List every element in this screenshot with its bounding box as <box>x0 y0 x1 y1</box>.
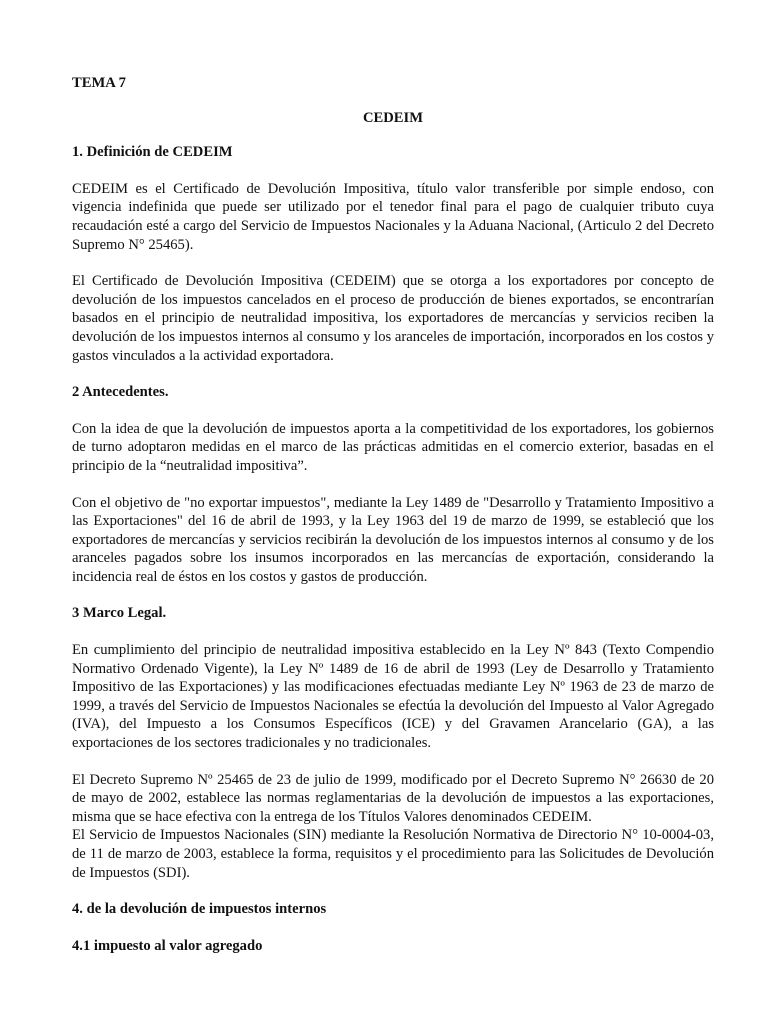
paragraph-marco-legal-3: El Servicio de Impuestos Nacionales (SIN) mediante la Resolución Normativa de Directorio N° 10-0004-03, de 11 de marzo de 2003, establece la forma, requisitos y el procedimiento para las Solicitudes de Devolución de Impuestos (SDI). <box>72 827 714 881</box>
paragraph-marco-legal-1: En cumplimiento del principio de neutralidad impositiva establecido en la Ley Nº 843 (Texto Compendio Normativo Ordenado Vigente), la Ley Nº 1489 de 16 de abril de 1993 (Ley de Desarrollo y Tratamiento Impositivo de las Exportaciones) y las modificaciones efectuadas mediante Ley Nº 1963 de 23 de marzo de 1999, a través del Servicio de Impuestos Nacionales se efectúa la devolución del Impuesto al Valor Agregado (IVA), del Impuesto a los Consumos Específicos (ICE) y del Gravamen Arancelario (GA), a las exportaciones de los sectores tradicionales y no tradicionales. <box>72 642 714 752</box>
paragraph-definicion-2: El Certificado de Devolución Impositiva (CEDEIM) que se otorga a los exportadores por concepto de devolución de los impuestos cancelados en el proceso de producción de bienes exportados, se encontrarían basados en el principio de neutralidad impositiva, los exportadores de mercancías y servicios reciben la devolución de los impuestos internos al consumo y los aranceles de importación, incorporados en los costos y gastos vinculados a la actividad exportadora. <box>72 273 714 364</box>
section-heading-iva: 4.1 impuesto al valor agregado <box>72 937 263 954</box>
section-heading-definicion: 1. Definición de CEDEIM <box>72 144 233 161</box>
paragraph-marco-legal-2: El Decreto Supremo Nº 25465 de 23 de julio de 1999, modificado por el Decreto Supremo N° 26630 de 20 de mayo de 2002, establece las normas reglamentarias de la devolución de impuestos a las exportaciones, misma que se hace efectiva con la entrega de los Títulos Valores denominados CEDEIM. <box>72 771 714 825</box>
document-title: CEDEIM <box>363 109 423 126</box>
section-heading-antecedentes: 2 Antecedentes. <box>72 384 169 401</box>
section-heading-devolucion: 4. de la devolución de impuestos internos <box>72 901 327 918</box>
tema-label: TEMA 7 <box>72 75 126 91</box>
paragraph-antecedentes-1: Con la idea de que la devolución de impuestos aporta a la competitividad de los exportadores, los gobiernos de turno adoptaron medidas en el marco de las prácticas admitidas en el comercio exterior, basadas en el principio de la “neutralidad impositiva”. <box>72 420 714 474</box>
paragraph-antecedentes-2: Con el objetivo de "no exportar impuestos", mediante la Ley 1489 de "Desarrollo y Tratamiento Impositivo a las Exportaciones" del 16 de abril de 1993, y la Ley 1963 del 19 de marzo de 1999, se estableció que los exportadores de mercancías y servicios recibirán la devolución de los impuestos internos al consumo y de los aranceles pagados sobre los insumos incorporados en las mercancías de exportación, considerando la incidencia real de éstos en los costos y gastos de producción. <box>72 494 714 585</box>
section-heading-marco-legal: 3 Marco Legal. <box>72 605 167 622</box>
paragraph-definicion-1: CEDEIM es el Certificado de Devolución Impositiva, título valor transferible por simple endoso, con vigencia indefinida que puede ser utilizado por el tenedor final para el pago de cualquier tributo cuya recaudación esté a cargo del Servicio de Impuestos Nacionales y la Aduana Nacional, (Articulo 2 del Decreto Supremo N° 25465). <box>72 180 714 253</box>
document-page <box>72 74 714 955</box>
